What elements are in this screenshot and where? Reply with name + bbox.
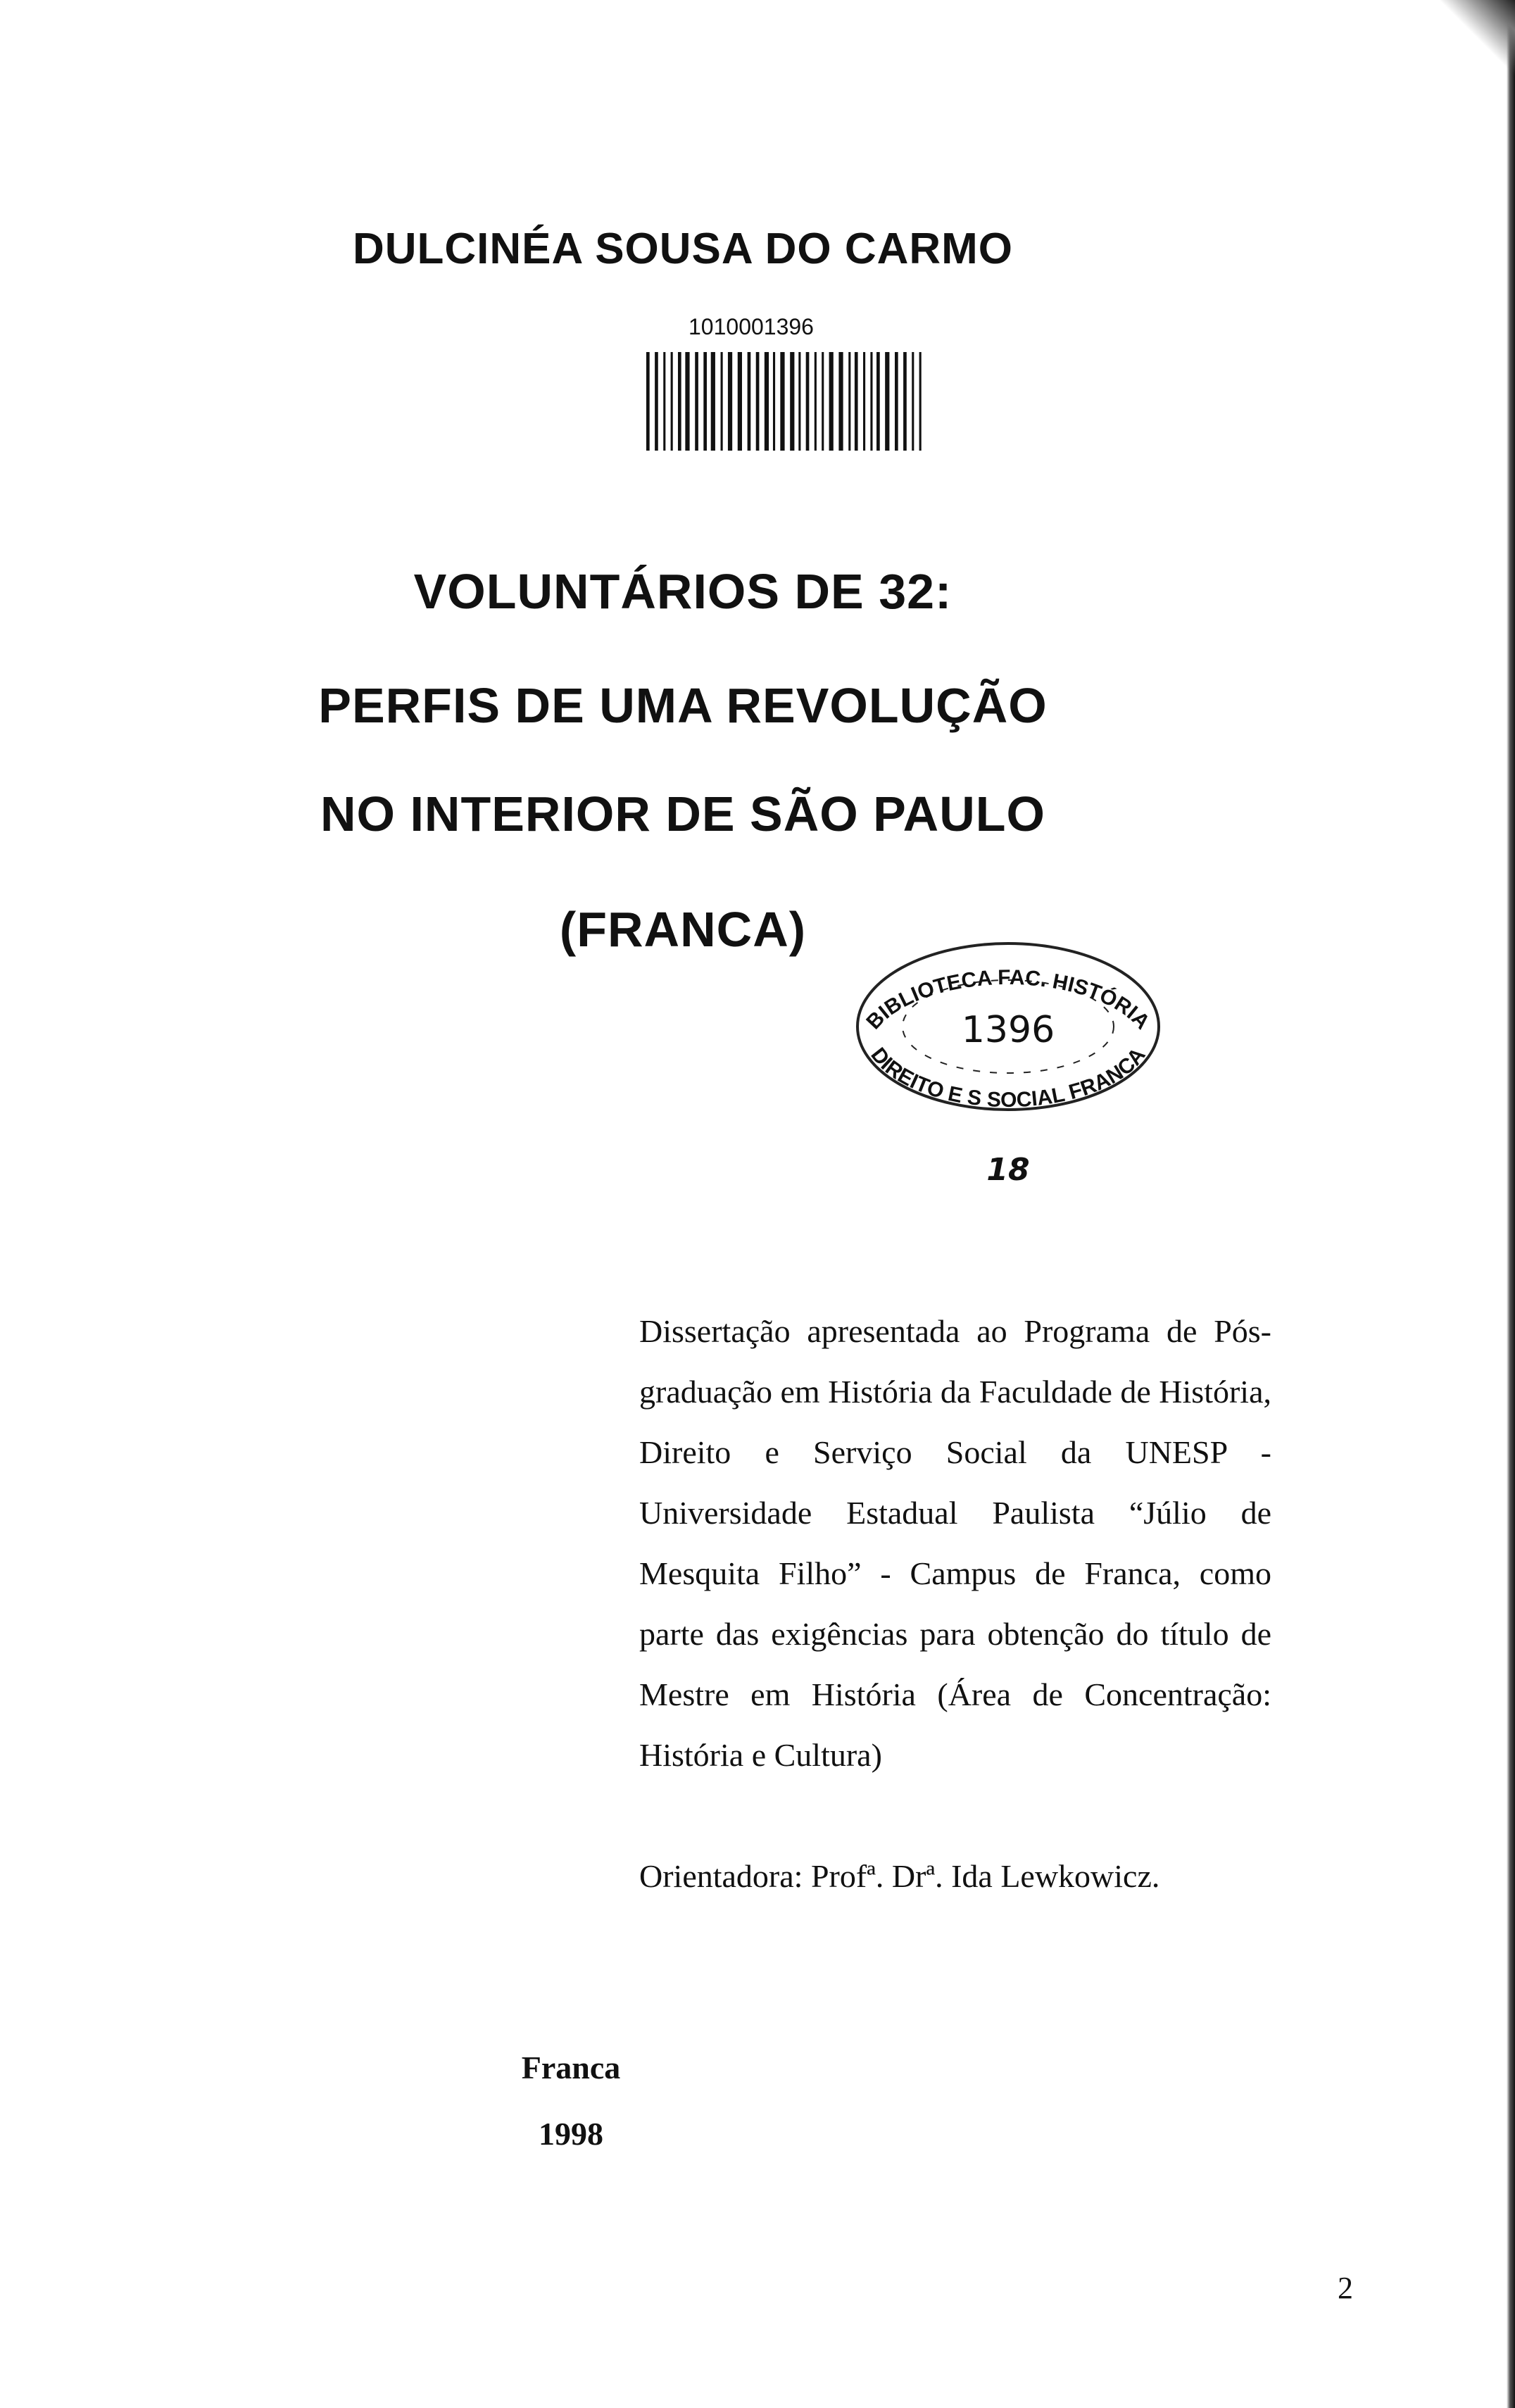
stamp-number: 1396 <box>961 1009 1055 1051</box>
title-line-2: PERFIS DE UMA REVOLUÇÃO <box>318 678 1048 733</box>
library-stamp <box>839 928 1177 1196</box>
corner-shadow <box>1423 0 1515 77</box>
publication-year: 1998 <box>539 2116 603 2152</box>
author-name: DULCINÉA SOUSA DO CARMO <box>352 225 1014 273</box>
stamp-bottom-text: DIREITO E S SOCIAL FRANCA <box>866 1043 1150 1112</box>
advisor-line: Orientadora: Profª. Drª. Ida Lewkowicz. <box>639 1858 1160 1894</box>
page-edge-shadow <box>1507 0 1515 2408</box>
title-line-1: VOLUNTÁRIOS DE 32: <box>413 564 953 619</box>
barcode-icon <box>646 352 926 451</box>
page-number: 2 <box>1338 2271 1353 2305</box>
barcode-number: 1010001396 <box>689 314 814 339</box>
stamp-top-text: BIBLIOTECA FAC. HISTÓRIA <box>862 965 1155 1034</box>
stamp-mark: 18 <box>986 1152 1030 1188</box>
title-line-3: NO INTERIOR DE SÃO PAULO <box>320 786 1045 841</box>
dissertation-statement: Dissertação apresentada ao Programa de Pós-graduação em História da Faculdade de História, Direito e Serviço Social da UNESP - Universidade Estadual Paulista “Júlio de Mesquita Filho” - Campus de Franca, como parte das exigências para obtenção do título de Mestre em História (Área de Concentração: História e Cultura) <box>639 1313 1271 1773</box>
title-line-4: (FRANCA) <box>559 902 807 957</box>
place-of-publication: Franca <box>521 2050 621 2086</box>
